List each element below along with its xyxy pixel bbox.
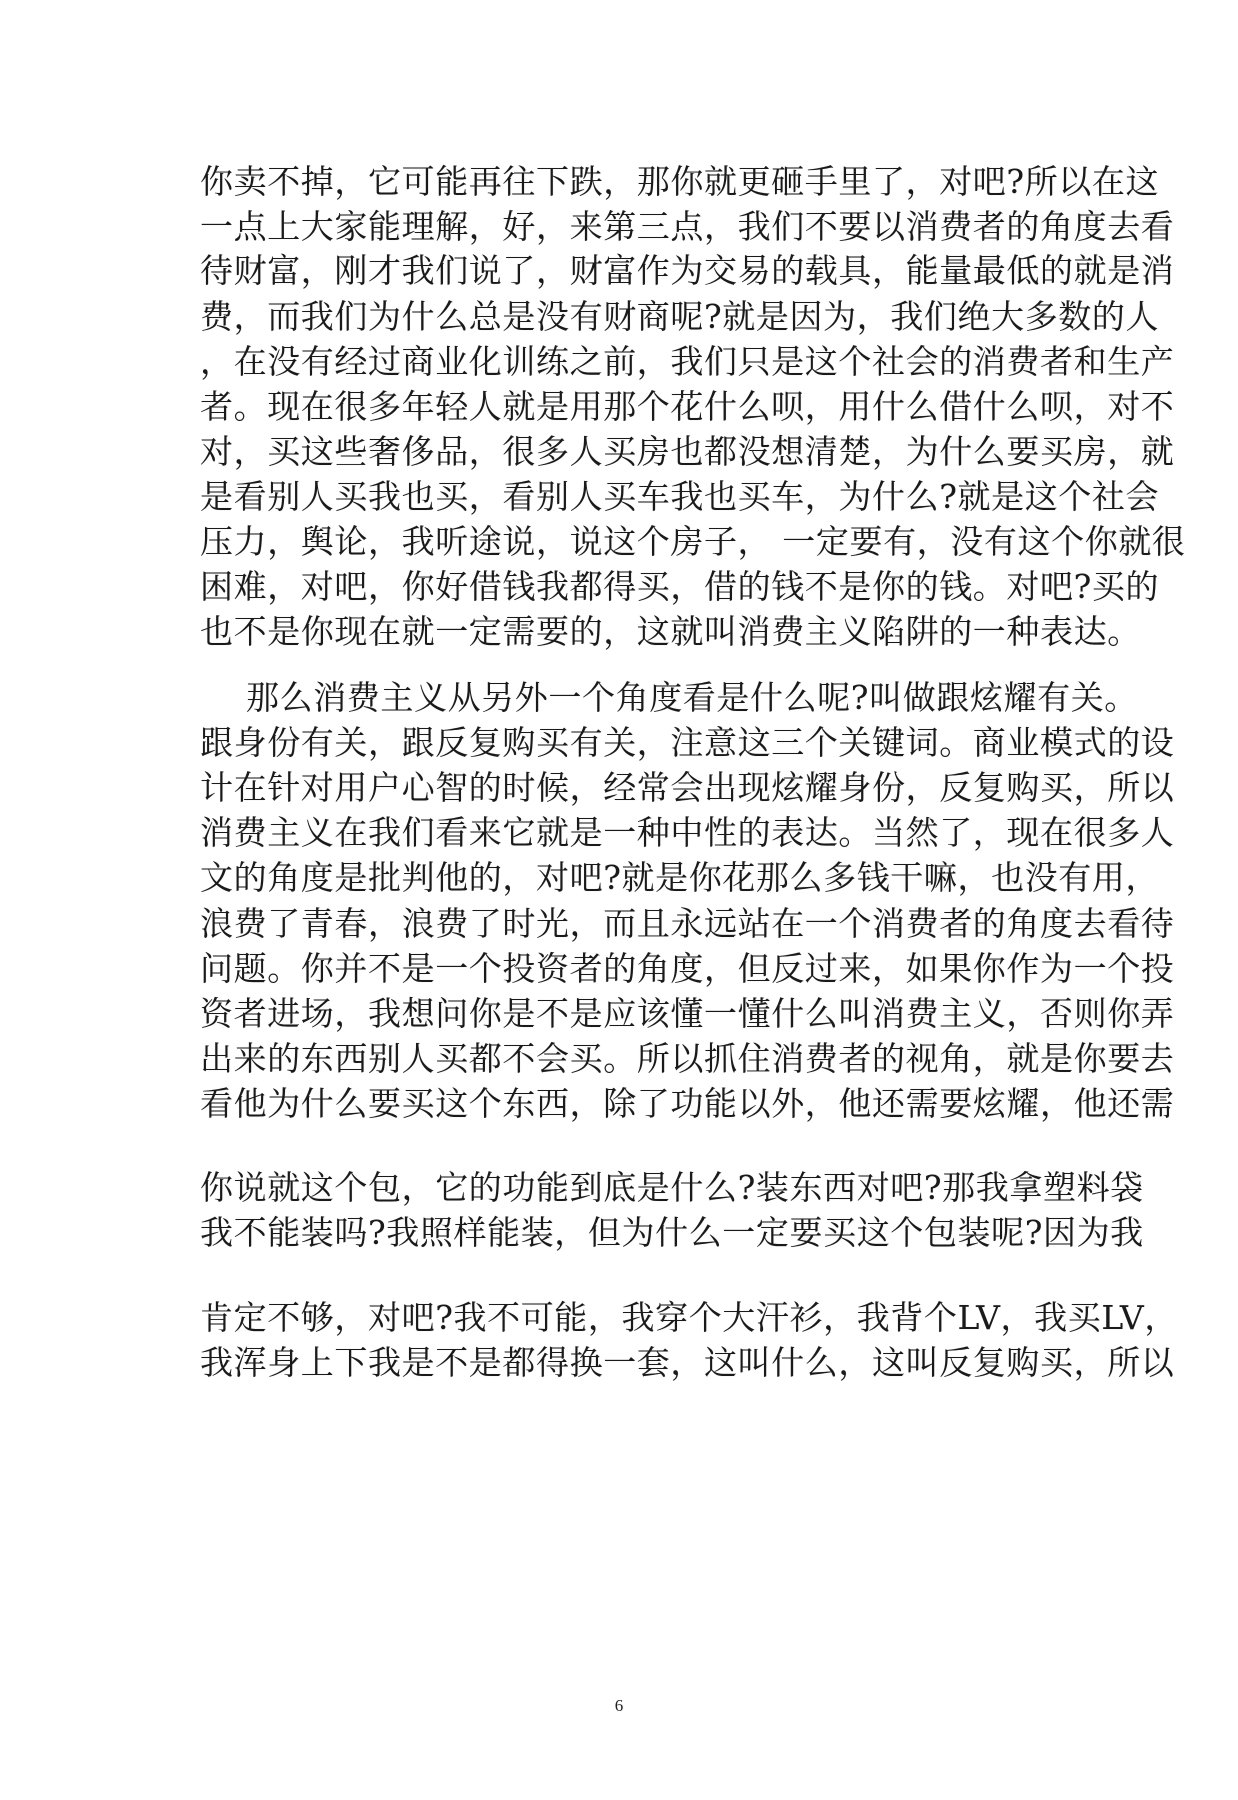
text-line: 者。现在很多年轻人就是用那个花什么呗，用什么借什么呗，对不 [200, 387, 1175, 426]
page-number: 6 [614, 1696, 624, 1715]
text-line: 一点上大家能理解，好，来第三点，我们不要以消费者的角度去看 [200, 207, 1175, 246]
text-line: 费，而我们为什么总是没有财商呢?就是因为，我们绝大多数的人 [200, 297, 1160, 336]
text-line: 计在针对用户心智的时候，经常会出现炫耀身份，反复购买，所以 [200, 768, 1175, 807]
text-line: 资者进场，我想问你是不是应该懂一懂什么叫消费主义，否则你弄 [200, 994, 1175, 1033]
text-line: 你卖不掉，它可能再往下跌，那你就更砸手里了，对吧?所以在这 [200, 162, 1160, 201]
text-line: 我浑身上下我是不是都得换一套，这叫什么，这叫反复购买，所以 [200, 1343, 1175, 1382]
text-line: 困难，对吧，你好借钱我都得买，借的钱不是你的钱。对吧?买的 [200, 567, 1160, 606]
text-line: 是看别人买我也买，看别人买车我也买车，为什么?就是这个社会 [200, 477, 1160, 516]
paragraph-first-line: 那么消费主义从另外一个角度看是什么呢?叫做跟炫耀有关。 [246, 678, 1138, 717]
text-line: 问题。你并不是一个投资者的角度，但反过来，如果你作为一个投 [200, 949, 1175, 988]
text-line: ，在没有经过商业化训练之前，我们只是这个社会的消费者和生产 [200, 342, 1175, 381]
text-line: 文的角度是批判他的，对吧?就是你花那么多钱干嘛，也没有用， [200, 858, 1160, 897]
text-line: 压力，舆论，我听途说，说这个房子， 一定要有，没有这个你就很 [200, 522, 1186, 561]
text-line: 也不是你现在就一定需要的，这就叫消费主义陷阱的一种表达。 [200, 612, 1141, 651]
text-line: 我不能装吗?我照样能装，但为什么一定要买这个包装呢?因为我 [200, 1213, 1144, 1252]
text-line: 浪费了青春，浪费了时光，而且永远站在一个消费者的角度去看待 [200, 904, 1175, 943]
text-line: 对，买这些奢侈品，很多人买房也都没想清楚，为什么要买房，就 [200, 432, 1175, 471]
text-line: 看他为什么要买这个东西，除了功能以外，他还需要炫耀，他还需 [200, 1084, 1175, 1123]
text-line: 消费主义在我们看来它就是一种中性的表达。当然了，现在很多人 [200, 813, 1175, 852]
text-line: 待财富，刚才我们说了，财富作为交易的载具，能量最低的就是消 [200, 251, 1175, 290]
text-line: 肯定不够，对吧?我不可能，我穿个大汗衫，我背个LV，我买LV， [200, 1298, 1178, 1337]
text-line: 你说就这个包，它的功能到底是什么?装东西对吧?那我拿塑料袋 [200, 1168, 1144, 1207]
text-line: 出来的东西别人买都不会买。所以抓住消费者的视角，就是你要去 [200, 1039, 1175, 1078]
text-line: 跟身份有关，跟反复购买有关，注意这三个关键词。商业模式的设 [200, 723, 1175, 762]
